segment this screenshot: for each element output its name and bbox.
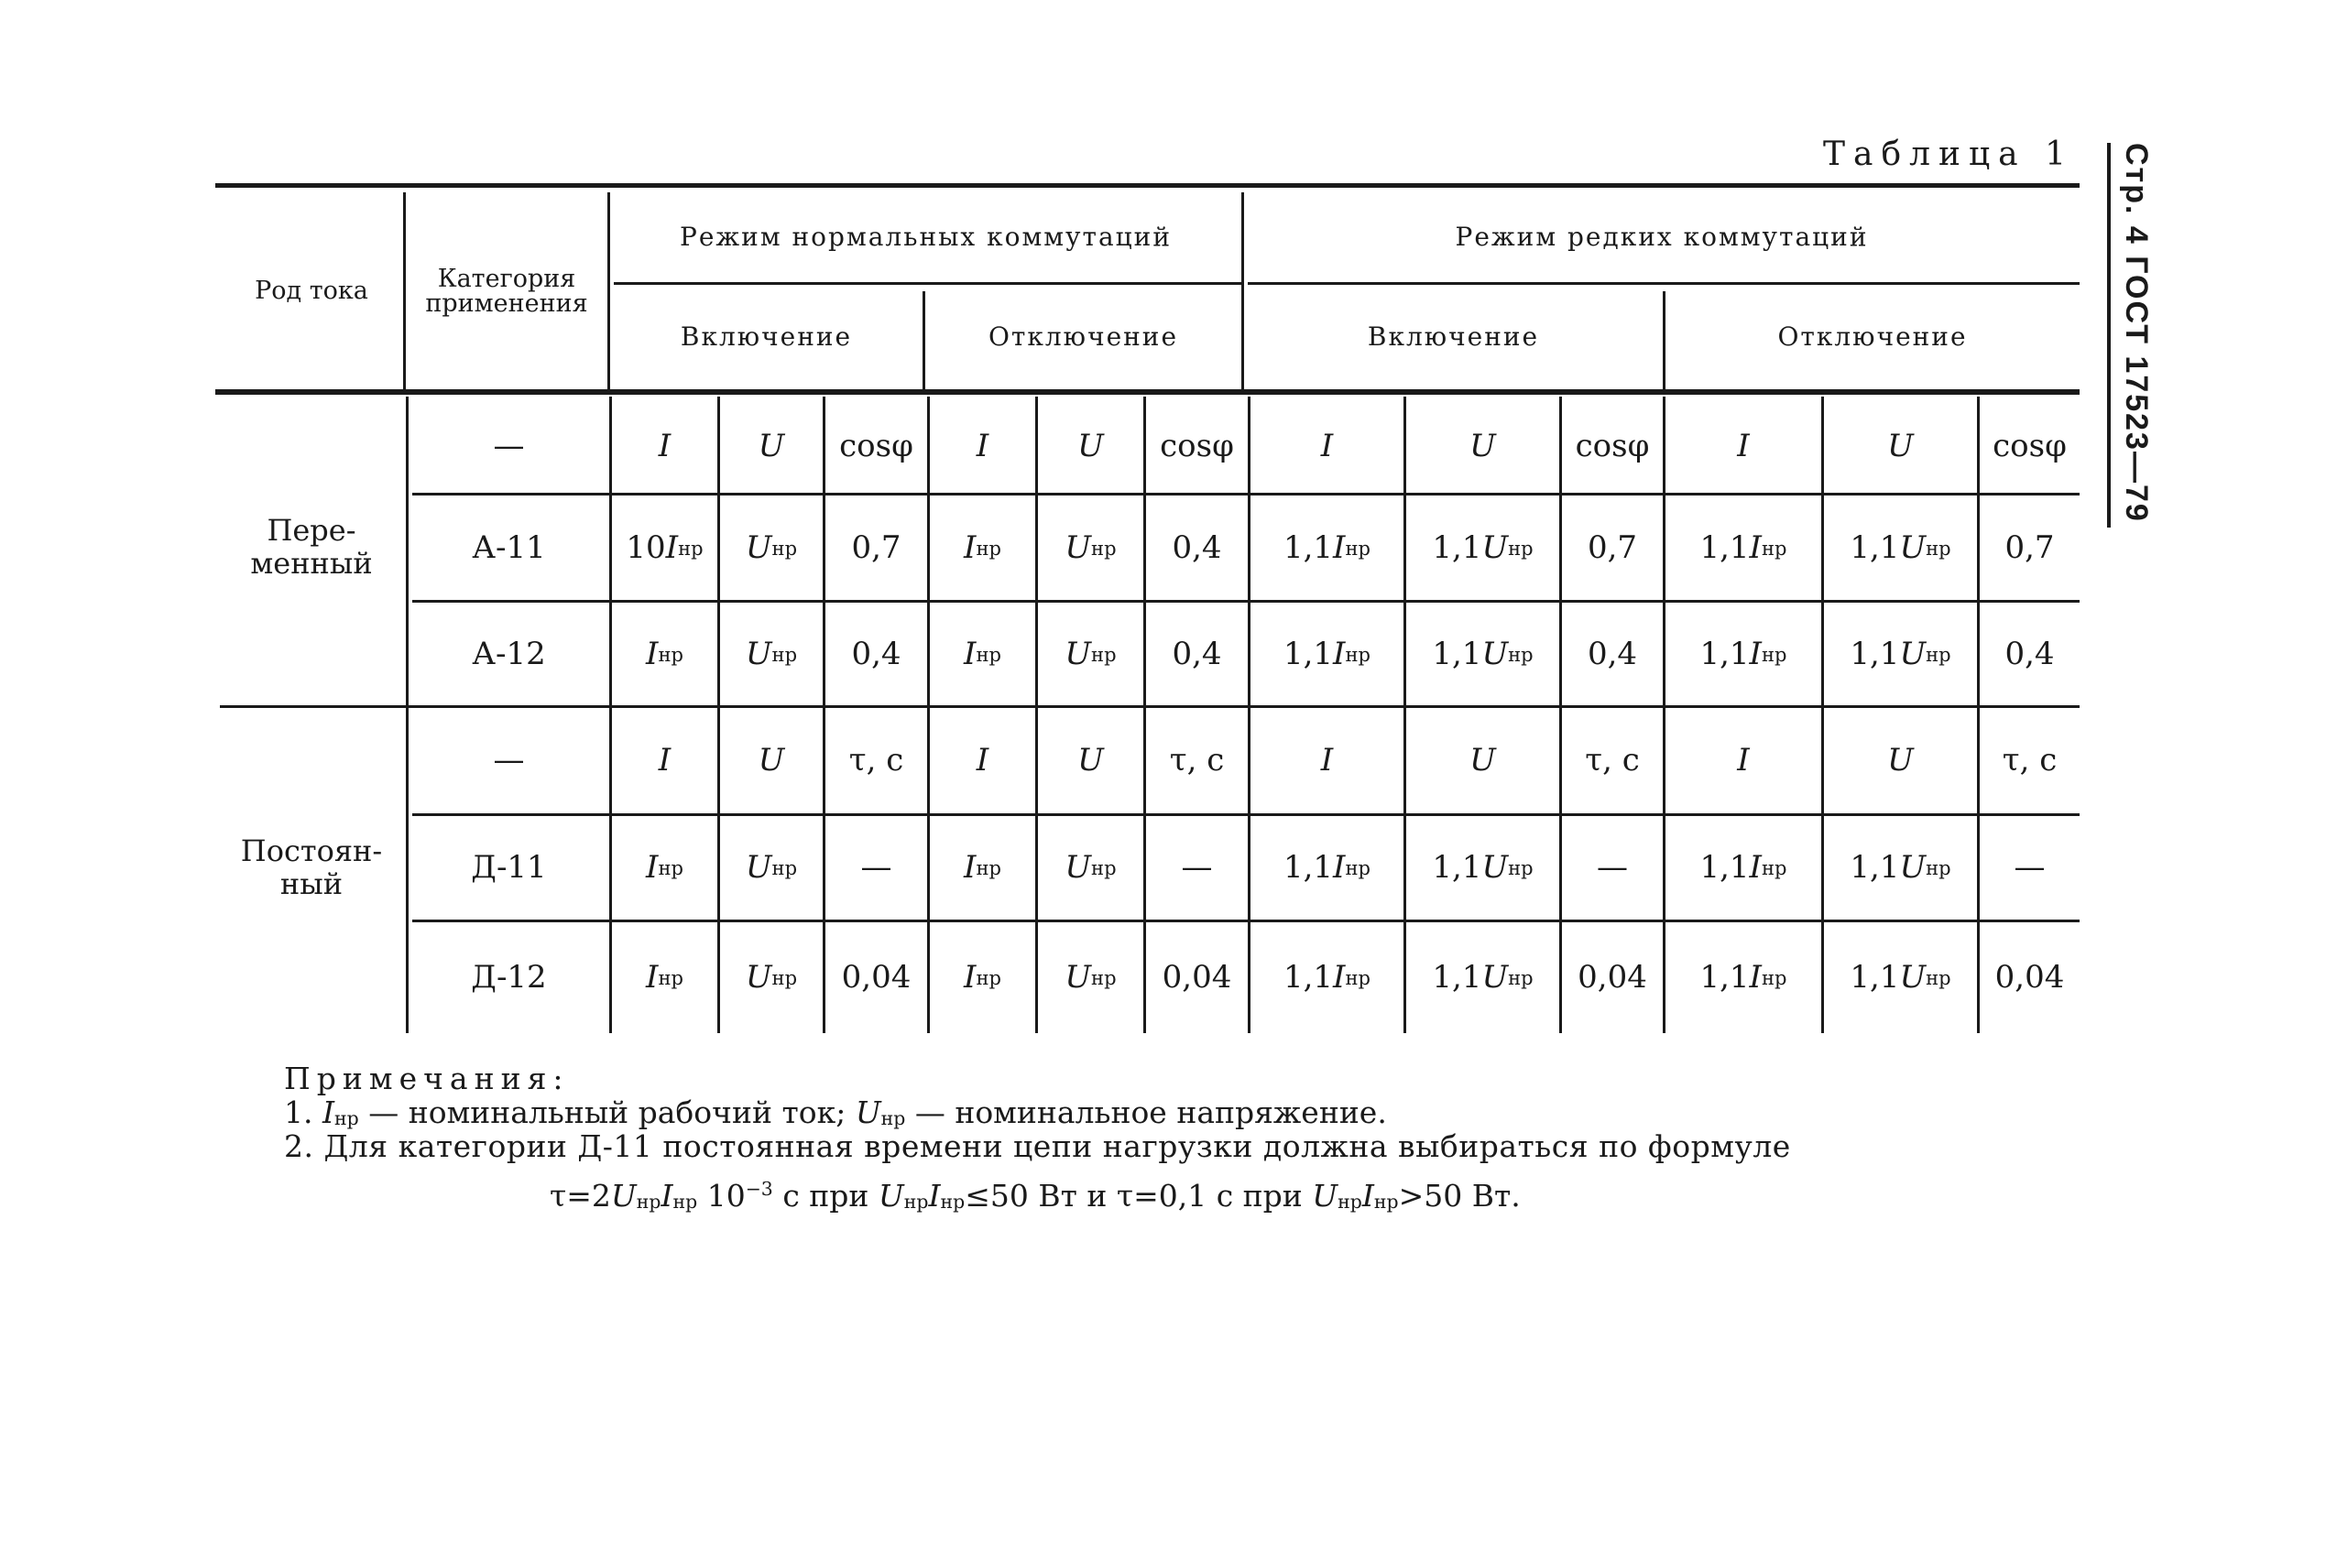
category-cell: Д-12 xyxy=(471,959,547,996)
note-2-formula: $\tau=2U_{нр}I_{нр}$ $10^{-3}$ с при $U_{нр}I_{нр}\le 50$ Вт и τ=0,1 с при $U_{нр}I_{нр}>50$ Вт. xyxy=(550,1177,1521,1214)
note-1: 1. $I_{нр}$ — номинальный рабочий ток; $U_{нр}$ — номинальное напряжение. xyxy=(284,1094,1387,1130)
table-cell: — xyxy=(2014,849,2046,887)
table-cell: U нр xyxy=(1065,959,1117,996)
table-cell: 1,1 I нр xyxy=(1699,635,1787,672)
table-cell: I xyxy=(1320,742,1334,779)
header-rod-toka: Род тока xyxy=(255,277,368,305)
table-cell: cosφ xyxy=(1575,427,1650,464)
table-cell: 1,1 I нр xyxy=(1699,959,1787,996)
notes-title: Примечания: xyxy=(284,1061,570,1096)
table-cell: I xyxy=(658,742,672,779)
table-cell: τ, с xyxy=(2002,742,2058,779)
table-cell: U xyxy=(1077,742,1104,779)
header-rare-otkl: Отключение xyxy=(1777,321,1968,352)
table-cell: 1,1 I нр xyxy=(1699,849,1787,887)
table-cell: I нр xyxy=(646,959,683,996)
table-cell: 0,4 xyxy=(851,635,901,672)
category-cell: — xyxy=(493,742,525,779)
table-cell: U xyxy=(1077,427,1104,464)
table-top-rule xyxy=(215,183,2080,188)
table-cell: 0,4 xyxy=(1587,635,1638,672)
table-cell: 1,1 I нр xyxy=(1699,528,1787,566)
table-cell: I нр xyxy=(646,849,683,887)
table-cell: 0,4 xyxy=(1172,528,1222,566)
hline-r1 xyxy=(412,493,2080,495)
table-cell: 1,1 I нр xyxy=(1283,849,1371,887)
table-cell: I нр xyxy=(646,635,683,672)
table-cell: I xyxy=(1320,427,1334,464)
hline-r3 xyxy=(220,705,2080,708)
table-cell: 1,1 U нр xyxy=(1432,959,1534,996)
section-label-ac: Пере- менный xyxy=(250,513,373,581)
table-cell: — xyxy=(1597,849,1628,887)
table-cell: 1,1 U нр xyxy=(1850,635,1951,672)
notes xyxy=(284,1062,1791,1214)
table-header-rule xyxy=(215,389,2080,395)
table-cell: U xyxy=(1469,427,1496,464)
table-cell: U нр xyxy=(1065,849,1117,887)
table-cell: 0,7 xyxy=(2004,528,2055,566)
category-cell: А-11 xyxy=(472,528,546,566)
table-cell: 0,04 xyxy=(1994,959,2065,996)
table-cell: cosφ xyxy=(839,427,913,464)
table-cell: I xyxy=(658,427,672,464)
table-cell: U нр xyxy=(745,528,798,566)
table-cell: I нр xyxy=(964,528,1001,566)
table-cell: I нр xyxy=(964,959,1001,996)
page-header: Стр. 4 ГОСТ 17523—79 xyxy=(2107,143,2154,528)
table-cell: — xyxy=(860,849,892,887)
table-cell: 0,4 xyxy=(1172,635,1222,672)
table-cell: I нр xyxy=(964,849,1001,887)
table-cell: I xyxy=(1737,427,1750,464)
table-cell: 0,04 xyxy=(1578,959,1647,996)
header-rare-mode: Режим редких коммутаций xyxy=(1455,221,1869,252)
table-cell: 1,1 U нр xyxy=(1850,849,1951,887)
header-normal-otkl: Отключение xyxy=(988,321,1179,352)
table-cell: U xyxy=(1887,742,1914,779)
table-cell: 1,1 U нр xyxy=(1850,528,1951,566)
section-label-dc: Постоян- ный xyxy=(240,833,383,901)
hline-r2 xyxy=(412,600,2080,603)
hline-r4 xyxy=(412,813,2080,816)
header-kategoriya: Категория применения xyxy=(425,264,588,318)
table-cell: 0,04 xyxy=(841,959,912,996)
header-normal-vkl: Включение xyxy=(680,321,853,352)
note-2: 2. Для категории Д-11 постоянная времени цепи нагрузки должна выбираться по формуле xyxy=(284,1127,1791,1164)
table-cell: cosφ xyxy=(1993,427,2067,464)
table-cell: U нр xyxy=(745,849,798,887)
hline-r5 xyxy=(412,920,2080,922)
table-cell: U xyxy=(758,742,785,779)
category-cell: А-12 xyxy=(472,635,546,672)
table-cell: I xyxy=(976,742,989,779)
table-cell: τ, с xyxy=(1585,742,1640,779)
table-cell: 1,1 I нр xyxy=(1283,959,1371,996)
table-caption: Таблица 1 xyxy=(1823,136,2074,173)
table-cell: τ, с xyxy=(1169,742,1225,779)
table-cell: I нр xyxy=(964,635,1001,672)
category-cell: Д-11 xyxy=(471,849,547,887)
table-cell: U xyxy=(758,427,785,464)
table-cell: U нр xyxy=(1065,635,1117,672)
table-cell: 1,1 I нр xyxy=(1283,635,1371,672)
table-cell: τ, с xyxy=(848,742,904,779)
table-cell: 1,1 U нр xyxy=(1432,849,1534,887)
table-cell: 0,7 xyxy=(851,528,901,566)
header-normal-mode: Режим нормальных коммутаций xyxy=(680,221,1172,252)
table-cell: 1,1 U нр xyxy=(1432,635,1534,672)
table-cell: U xyxy=(1887,427,1914,464)
table-cell: 0,04 xyxy=(1162,959,1232,996)
table-cell: 1,1 U нр xyxy=(1850,959,1951,996)
table-cell: U xyxy=(1469,742,1496,779)
table-cell: U нр xyxy=(745,635,798,672)
table-cell: I xyxy=(1737,742,1750,779)
table-cell: 0,7 xyxy=(1587,528,1638,566)
table-cell: I xyxy=(976,427,989,464)
table-cell: 1,1 I нр xyxy=(1283,528,1371,566)
header-rare-vkl: Включение xyxy=(1367,321,1540,352)
table-cell: 1,1 U нр xyxy=(1432,528,1534,566)
table-cell: 0,4 xyxy=(2004,635,2055,672)
category-cell: — xyxy=(493,427,525,464)
table-cell: 10 I нр xyxy=(626,528,704,566)
table-cell: U нр xyxy=(745,959,798,996)
table-cell: U нр xyxy=(1065,528,1117,566)
table-cell: cosφ xyxy=(1160,427,1234,464)
table-cell: — xyxy=(1181,849,1213,887)
